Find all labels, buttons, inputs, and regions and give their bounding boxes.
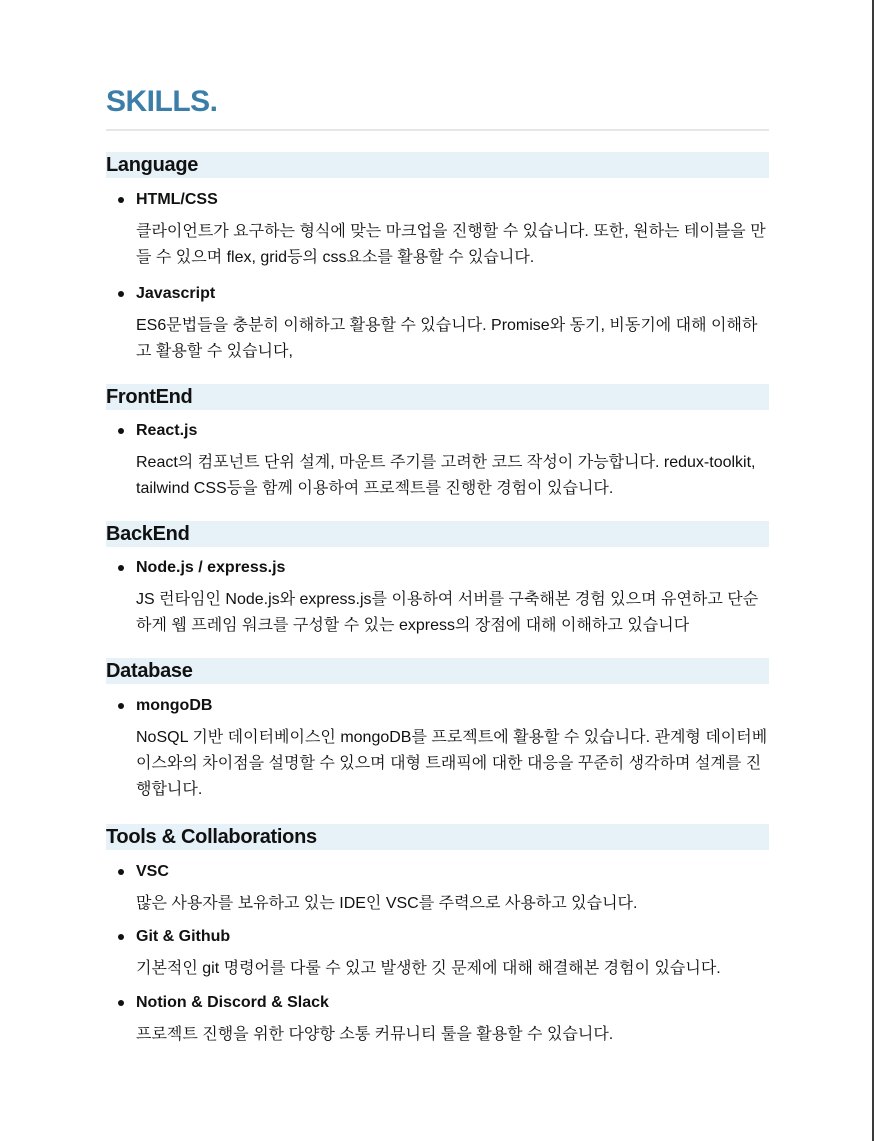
bullet-icon: [118, 934, 124, 940]
skill-item-git-github: [106, 926, 769, 982]
skill-item-notion-discord-slack: [106, 992, 769, 1048]
skill-name: mongoDB: [136, 697, 213, 714]
bullet-icon: [118, 869, 124, 875]
skill-description: React의 컴포넌트 단위 설계, 마운트 주기를 고려한 코드 작성이 가능합니다. redux-toolkit, tailwind CSS등을 함께 이용하여 프로젝트를 진행한 경험이 있습니다.: [136, 454, 756, 497]
skill-name: HTML/CSS: [136, 191, 218, 208]
database-skill-list: [106, 695, 769, 803]
skill-item-node-express: [106, 557, 769, 639]
section-heading-backend: BackEnd: [106, 521, 769, 547]
skill-description: 기본적인 git 명령어를 다룰 수 있고 발생한 깃 문제에 대해 해결해본 경험이 있습니다.: [136, 960, 721, 977]
section-heading-database: Database: [106, 658, 769, 684]
skills-document: [106, 0, 769, 1048]
language-skill-list: [106, 189, 769, 365]
bullet-icon: [118, 703, 124, 709]
skill-name: Javascript: [136, 285, 216, 302]
skill-name: VSC: [136, 863, 169, 880]
skill-name: Git & Github: [136, 928, 231, 945]
skill-item-html-css: [106, 189, 769, 271]
bullet-icon: [118, 291, 124, 297]
skill-item-mongodb: [106, 695, 769, 803]
skill-name: Node.js / express.js: [136, 559, 286, 576]
skill-description: 많은 사용자를 보유하고 있는 IDE인 VSC를 주력으로 사용하고 있습니다.: [136, 895, 638, 912]
frontend-skill-list: [106, 420, 769, 502]
skill-description: JS 런타임인 Node.js와 express.js를 이용하여 서버를 구축해본 경험 있으며 유연하고 단순하게 웹 프레임 워크를 구성할 수 있는 express의 장점에 대해 이해하고 있습니다: [136, 591, 759, 634]
title-divider: [106, 129, 769, 131]
section-heading-language: Language: [106, 152, 769, 178]
tools-skill-list: [106, 861, 769, 1048]
bullet-icon: [118, 197, 124, 203]
skill-description: 프로젝트 진행을 위한 다양항 소통 커뮤니티 툴을 활용할 수 있습니다.: [136, 1026, 614, 1043]
skill-description: ES6문법들을 충분히 이해하고 활용할 수 있습니다. Promise와 동기, 비동기에 대해 이해하고 활용할 수 있습니다,: [136, 317, 758, 360]
skill-description: NoSQL 기반 데이터베이스인 mongoDB를 프로젝트에 활용할 수 있습니다. 관계형 데이터베이스와의 차이점을 설명할 수 있으며 대형 트래픽에 대한 대응을 꾸준히 생각하며 설계를 진행합니다.: [136, 729, 768, 798]
skill-description: 클라이언트가 요구하는 형식에 맞는 마크업을 진행할 수 있습니다. 또한, 원하는 테이블을 만들 수 있으며 flex, grid등의 css요소를 활용할 수 있습니다.: [136, 223, 766, 266]
skill-item-vsc: [106, 861, 769, 917]
bullet-icon: [118, 1000, 124, 1006]
section-heading-tools: Tools & Collaborations: [106, 824, 769, 850]
skill-item-javascript: [106, 283, 769, 365]
bullet-icon: [118, 565, 124, 571]
page-title: SKILLS.: [106, 85, 218, 118]
section-heading-frontend: FrontEnd: [106, 384, 769, 410]
skill-name: Notion & Discord & Slack: [136, 994, 329, 1011]
skill-name: React.js: [136, 422, 198, 439]
skill-item-react: [106, 420, 769, 502]
backend-skill-list: [106, 557, 769, 639]
bullet-icon: [118, 428, 124, 434]
